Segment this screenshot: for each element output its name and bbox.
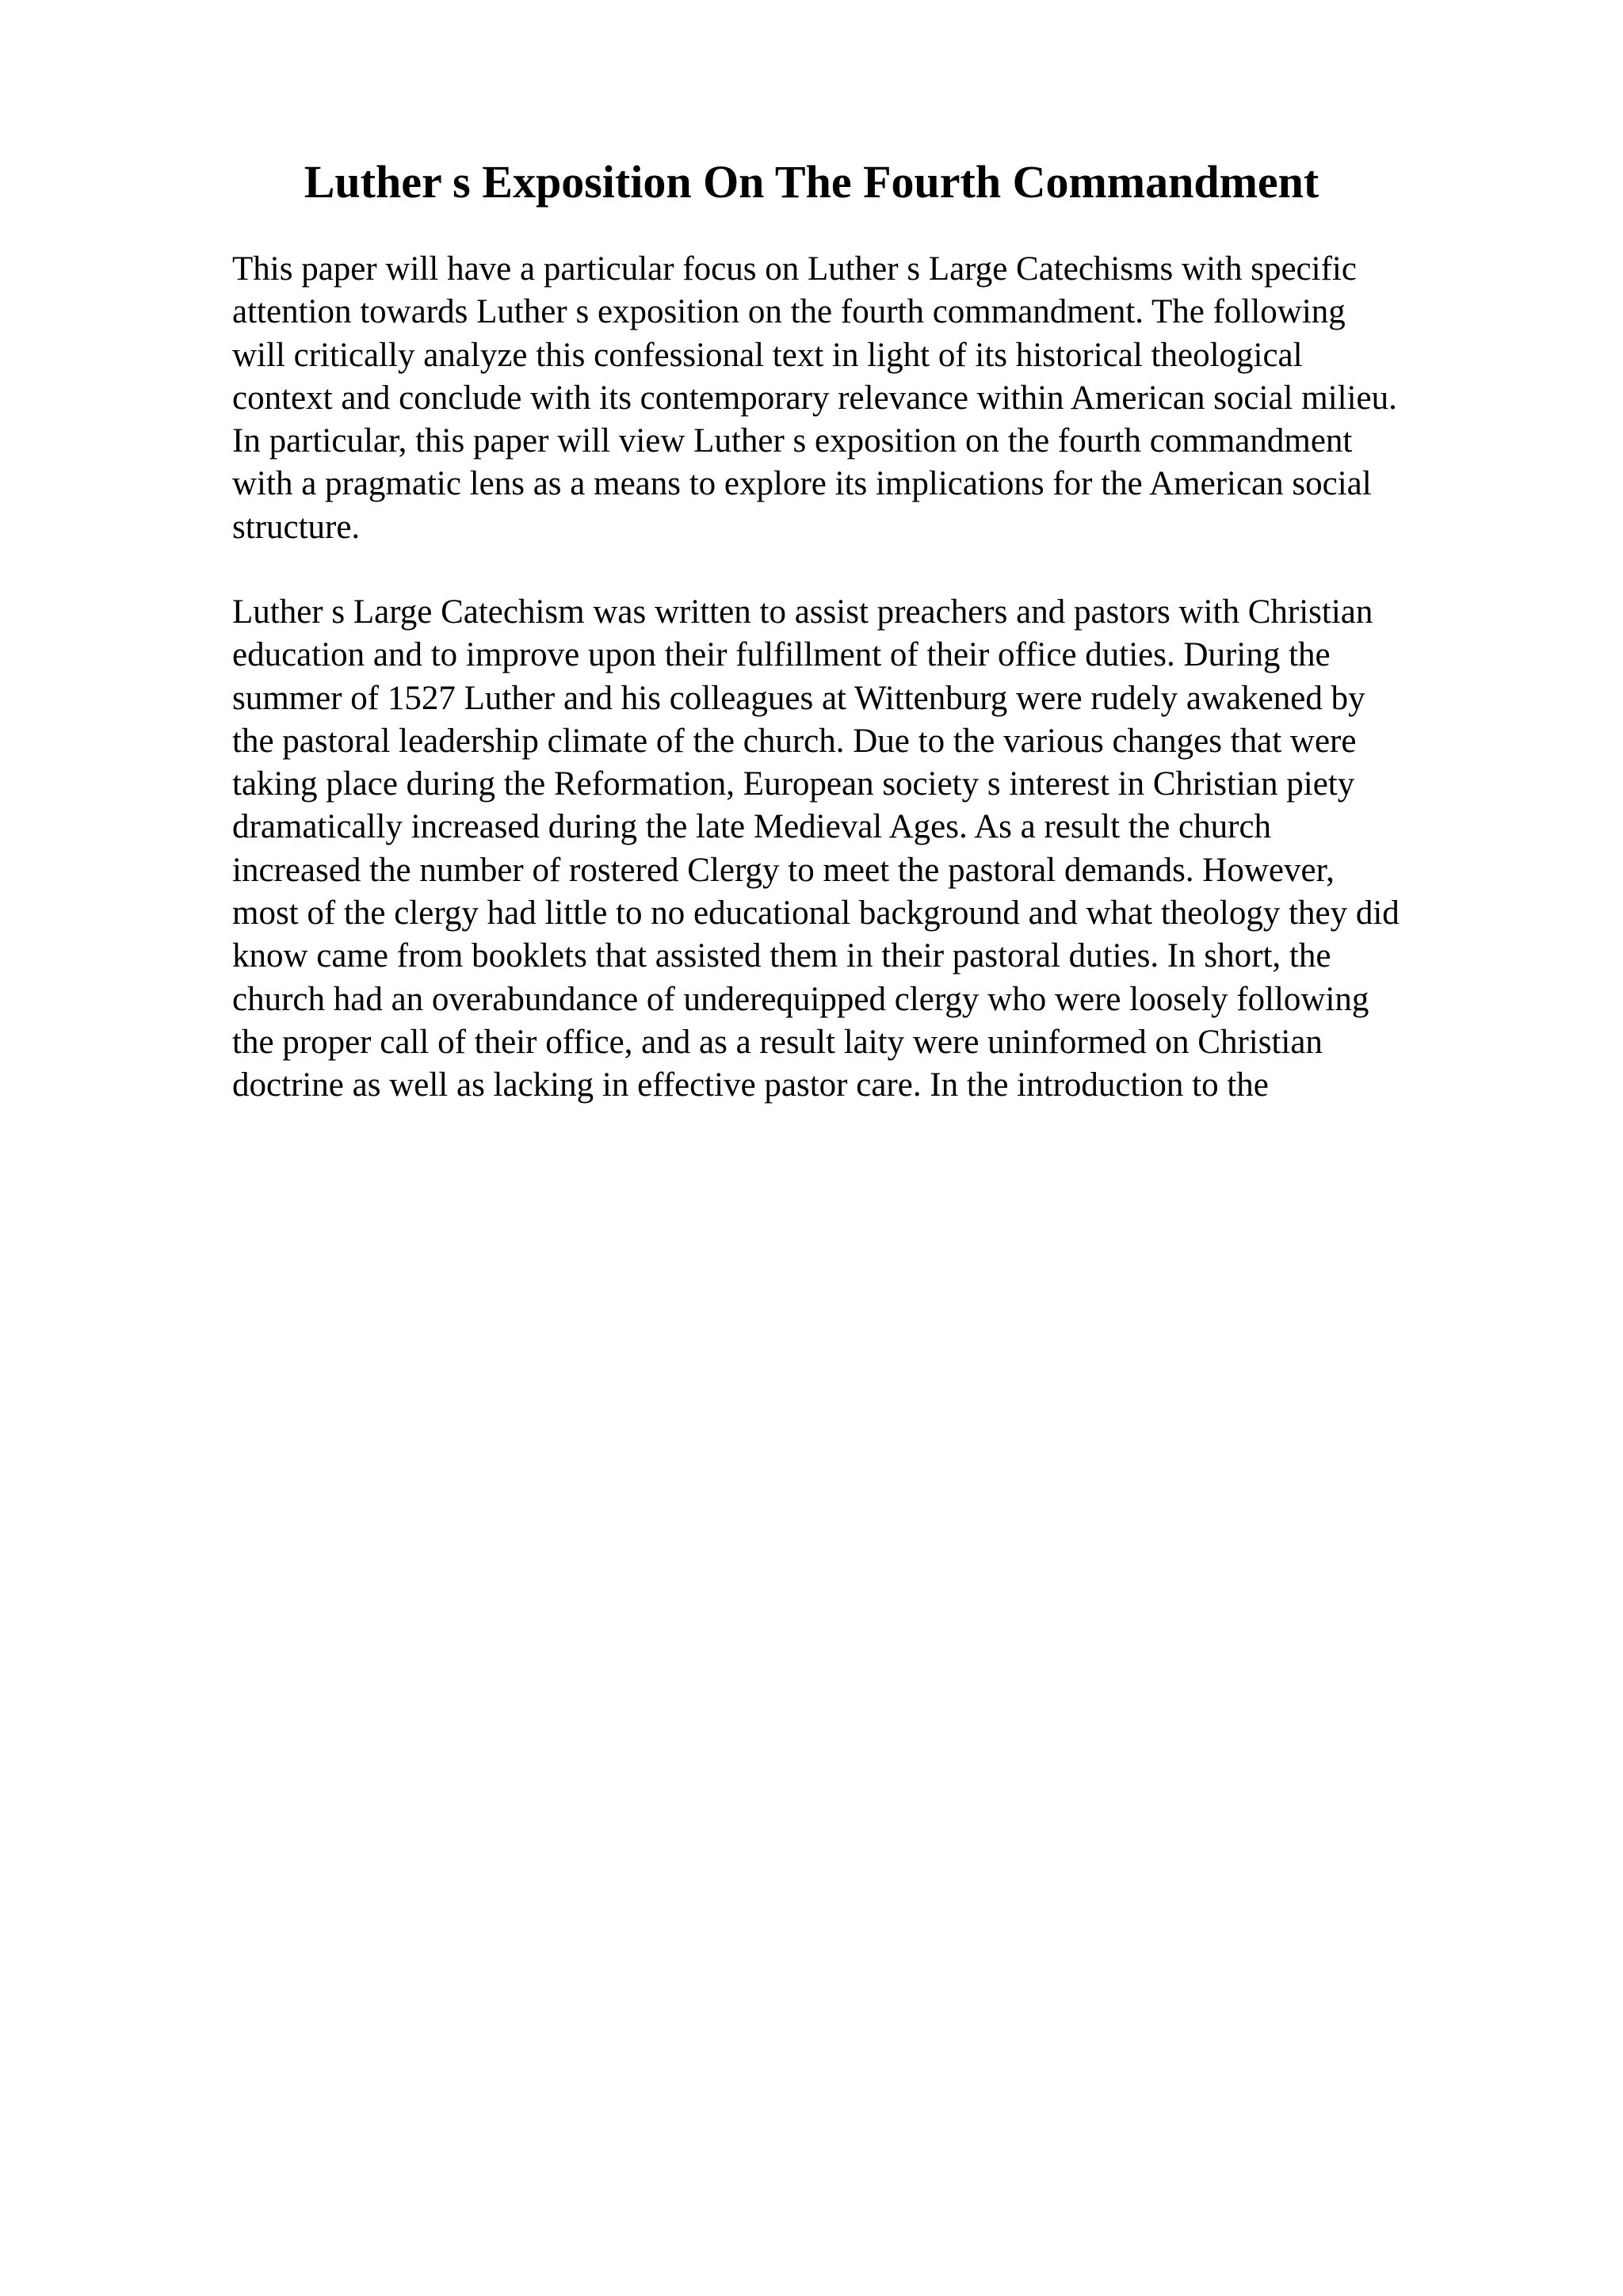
paragraph-line: doctrine as well as lacking in effective pastor care. In the introduction to the [232, 1066, 1269, 1104]
paragraph-line: increased the number of rostered Clergy to meet the pastoral demands. However, [232, 851, 1335, 889]
paragraph-line: summer of 1527 Luther and his colleagues at Wittenburg were rudely awakened by [232, 679, 1365, 717]
paragraph-introduction [232, 248, 1595, 549]
paragraph-line: know came from booklets that assisted them in their pastoral duties. In short, the [232, 937, 1331, 975]
paragraph-line: Luther s Large Catechism was written to assist preachers and pastors with Christian [232, 593, 1373, 631]
paragraph-line: context and conclude with its contemporary relevance within American social milieu. [232, 379, 1397, 417]
paragraph-line: structure. [232, 508, 361, 546]
paragraph-line: the pastoral leadership climate of the church. Due to the various changes that were [232, 722, 1357, 760]
paragraph-line: will critically analyze this confessional text in light of its historical theological [232, 336, 1303, 374]
paragraph-line: dramatically increased during the late Medieval Ages. As a result the church [232, 808, 1272, 846]
paragraph-line: attention towards Luther s exposition on the fourth commandment. The following [232, 293, 1346, 331]
paragraph-line: the proper call of their office, and as a result laity were uninformed on Christian [232, 1023, 1323, 1061]
paragraph-line: education and to improve upon their fulfillment of their office duties. During the [232, 636, 1331, 674]
paragraph-line: In particular, this paper will view Luther s exposition on the fourth commandment [232, 422, 1353, 460]
paragraph-line: with a pragmatic lens as a means to explore its implications for the American social [232, 465, 1372, 503]
paragraph-line: taking place during the Reformation, European society s interest in Christian piety [232, 765, 1355, 803]
document-title: Luther s Exposition On The Fourth Commandment [304, 156, 1319, 208]
paragraph-line: church had an overabundance of underequipped clergy who were loosely following [232, 980, 1369, 1018]
paragraph-line: most of the clergy had little to no educational background and what theology they did [232, 894, 1400, 933]
paragraph-line: This paper will have a particular focus on Luther s Large Catechisms with specific [232, 250, 1357, 288]
paragraph-historical-context [232, 591, 1595, 1108]
